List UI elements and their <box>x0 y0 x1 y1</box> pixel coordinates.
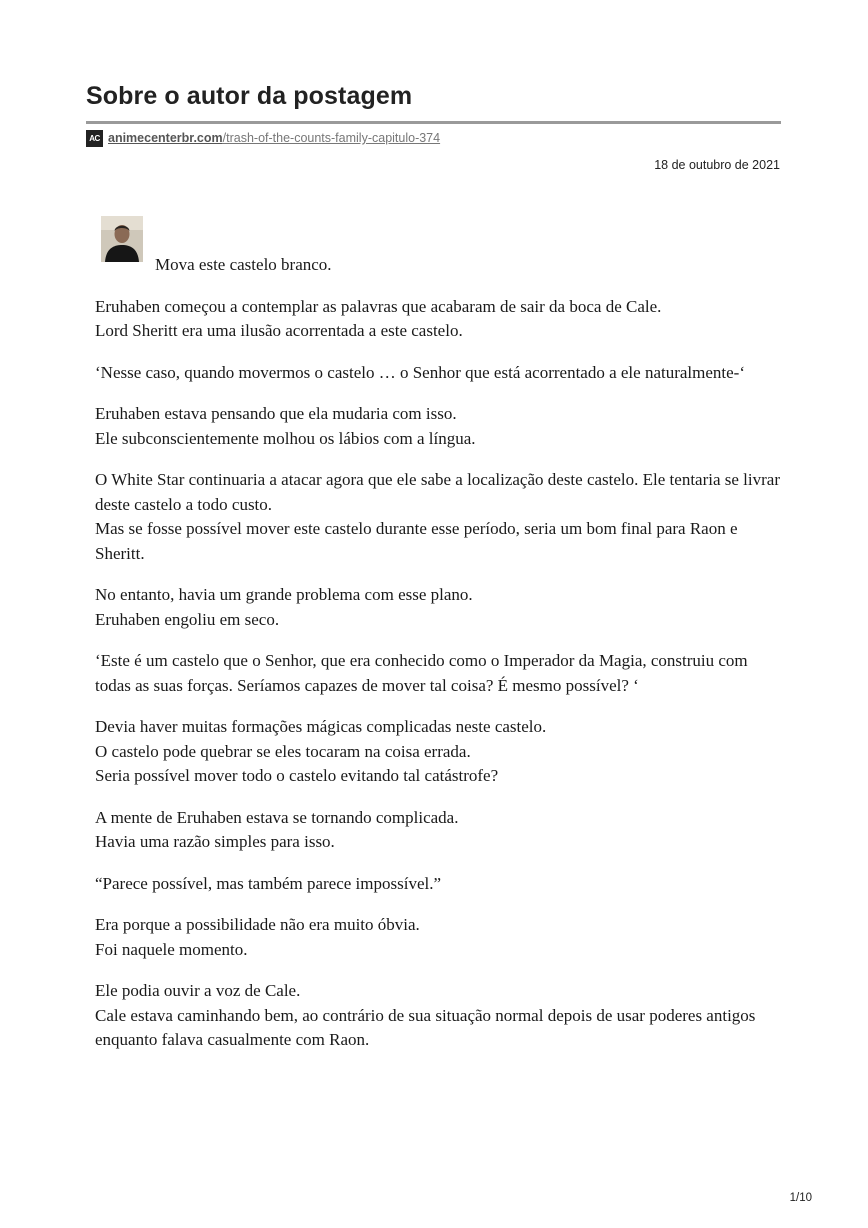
paragraph-line: O castelo pode quebrar se eles tocaram na coisa errada. <box>95 741 471 761</box>
article-paragraph <box>95 402 785 451</box>
site-logo-icon: AC <box>86 130 103 147</box>
article-paragraph <box>95 361 785 386</box>
article-paragraph <box>95 468 785 566</box>
paragraph-line: O White Star continuaria a atacar agora que ele sabe a localização deste castelo. Ele tentaria se livrar deste castelo a todo custo. <box>95 470 780 514</box>
source-path[interactable]: /trash-of-the-counts-family-capitulo-374 <box>222 131 441 145</box>
paragraph-line: Devia haver muitas formações mágicas complicadas neste castelo. <box>95 717 547 736</box>
page-number: 1/10 <box>789 1192 812 1204</box>
paragraph-line: Era porque a possibilidade não era muito óbvia. <box>95 915 420 934</box>
article-paragraph <box>95 979 785 1053</box>
paragraph-line: “Parece possível, mas também parece impossível.” <box>95 873 442 893</box>
paragraph-line: Eruhaben estava pensando que ela mudaria com isso. <box>95 404 457 423</box>
article-body <box>95 253 785 1070</box>
paragraph-line: Lord Sheritt era uma ilusão acorrentada a este castelo. <box>95 321 463 340</box>
paragraph-line: Cale estava caminhando bem, ao contrário de sua situação normal depois de usar poderes antigos enquanto falava casualmente com Raon. <box>95 1005 756 1049</box>
article-paragraph <box>95 806 785 855</box>
page-title: Sobre o autor da postagem <box>86 82 413 110</box>
article-paragraph <box>95 295 785 344</box>
article-paragraph <box>95 715 785 789</box>
paragraph-line: Mas se fosse possível mover este castelo durante esse período, seria um bom final para Raon e Sheritt. <box>95 519 738 563</box>
article-paragraph <box>95 253 785 278</box>
article-paragraph <box>95 913 785 962</box>
source-link[interactable] <box>86 129 440 147</box>
paragraph-line: Seria possível mover todo o castelo evitando tal catástrofe? <box>95 766 499 785</box>
paragraph-line: ‘Nesse caso, quando movermos o castelo … o Senhor que está acorrentado a ele naturalmente-‘ <box>95 362 746 382</box>
paragraph-line: Eruhaben começou a contemplar as palavras que acabaram de sair da boca de Cale. <box>95 296 662 316</box>
paragraph-line: Mova este castelo branco. <box>155 255 332 274</box>
paragraph-line: Ele subconscientemente molhou os lábios com a língua. <box>95 428 476 448</box>
article-paragraph <box>95 583 785 632</box>
article-paragraph <box>95 872 785 897</box>
source-domain[interactable]: animecenterbr.com <box>108 131 223 145</box>
title-divider <box>86 121 781 124</box>
paragraph-line: Eruhaben engoliu em seco. <box>95 609 280 629</box>
article-paragraph <box>95 649 785 698</box>
paragraph-line: Foi naquele momento. <box>95 939 248 959</box>
post-date: 18 de outubro de 2021 <box>654 158 780 172</box>
paragraph-line: A mente de Eruhaben estava se tornando complicada. <box>95 807 459 827</box>
paragraph-line: No entanto, havia um grande problema com esse plano. <box>95 585 473 604</box>
paragraph-line: Ele podia ouvir a voz de Cale. <box>95 981 301 1000</box>
paragraph-line: Havia uma razão simples para isso. <box>95 832 335 851</box>
paragraph-line: ‘Este é um castelo que o Senhor, que era conhecido como o Imperador da Magia, construiu com todas as suas forças. Seríamos capazes de mover tal coisa? É mesmo possível? ‘ <box>95 651 748 695</box>
